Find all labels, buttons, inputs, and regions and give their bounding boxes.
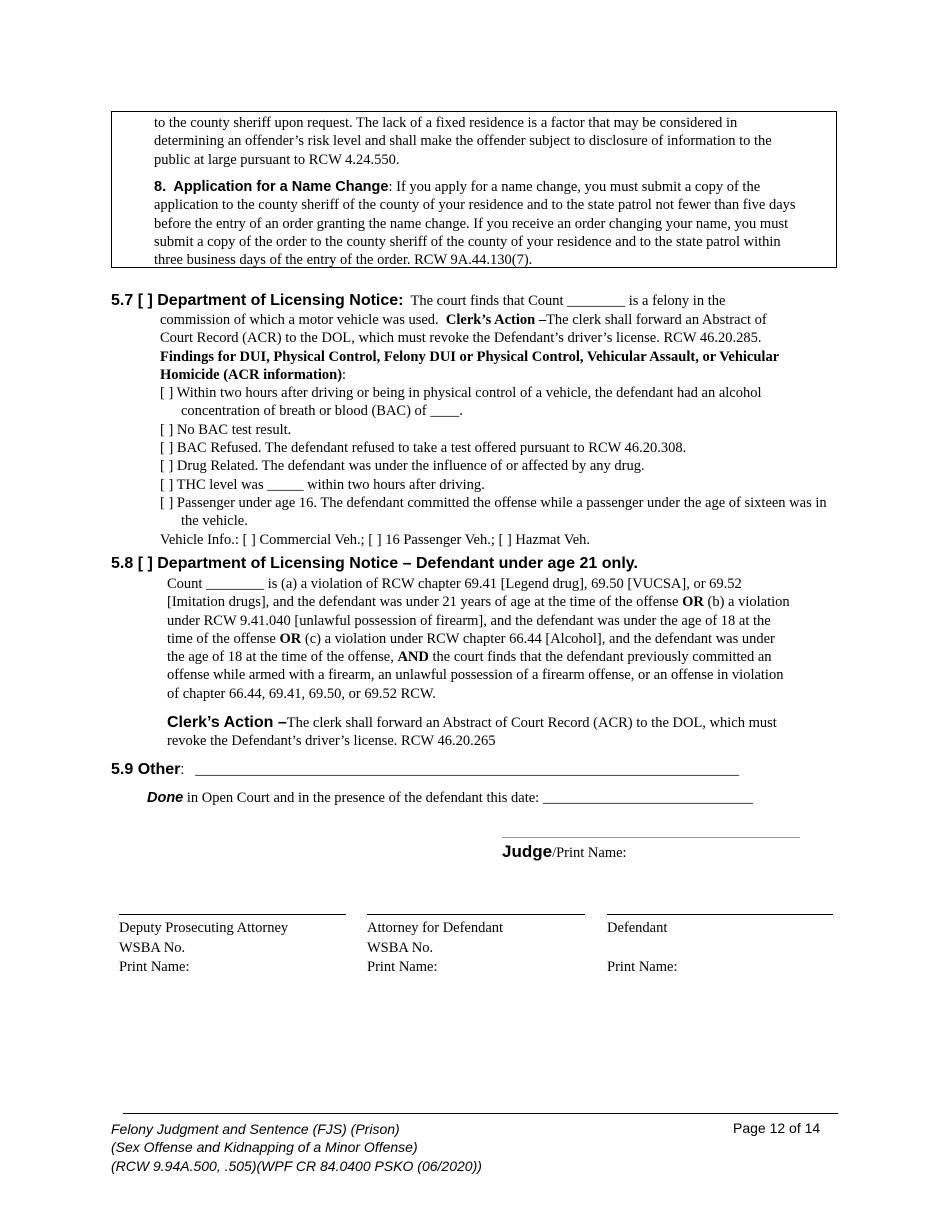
done-line (147, 790, 753, 807)
section-5-7-heading: 5.7 [ ] Department of Licensing Notice: (111, 292, 404, 309)
option-passenger-under-16[interactable]: [ ] Passenger under age 16. The defendant committed the offense while a passenger under the age of sixteen was in the vehicle. (160, 494, 827, 530)
footer-form-title: Felony Judgment and Sentence (FJS) (Prison) (Sex Offense and Kidnapping of a Minor Offense) (RCW 9.94A.500, .505)(WPF CR 84.0400 PSKO (06/2020)) (111, 1121, 482, 1174)
section-5-7: 5.7 [ ] Department of Licensing Notice: The court finds that Count ________ is a felony in the (111, 292, 726, 309)
option-no-bac[interactable]: [ ] No BAC test result. (160, 421, 292, 438)
vehicle-info[interactable]: Vehicle Info.: [ ] Commercial Veh.; [ ] 16 Passenger Veh.; [ ] Hazmat Veh. (160, 531, 591, 548)
clerk-action-heading: Clerk’s Action – (167, 714, 287, 731)
option-bac-refused[interactable]: [ ] BAC Refused. The defendant refused to take a test offered pursuant to RCW 46.20.308. (160, 440, 687, 457)
defendant-block: Defendant Print Name: (607, 920, 678, 975)
page-number: Page 12 of 14 (733, 1120, 821, 1136)
option-drug-related[interactable]: [ ] Drug Related. The defendant was under the influence of or affected by any drug. (160, 458, 645, 475)
findings-heading: Findings for DUI, Physical Control, Felony DUI or Physical Control, Vehicular Assault, or Vehicular (160, 348, 780, 365)
footer-rule (123, 1113, 838, 1114)
other-blank[interactable]: ___________________________________________________________________________ (195, 762, 740, 778)
defense-attorney-block: Attorney for Defendant WSBA No. Print Name: (367, 920, 504, 975)
item-number: 8. (154, 179, 167, 195)
judge-label: Judge (502, 842, 553, 861)
date-blank[interactable]: in Open Court and in the presence of the defendant this date: _____________________________ (186, 790, 754, 806)
done-word: Done (147, 790, 184, 806)
option-bac-level[interactable]: [ ] Within two hours after driving or being in physical control of a vehicle, the defendant had an alcohol concentration of breath or blood (BAC) of ____. (160, 385, 762, 420)
name-change-paragraph: 8. Application for a Name Change: If you apply for a name change, you must submit a copy of the application to the county sheriff of the county of your residence and to the state patrol not fewer than five days before the entry of an order granting the name change. If you receive an order changing your name, you must submit a copy of the order to the county sheriff of the county of your residence and to the state patrol within three business days of the entry of the order. RCW 9A.44.130(7). (154, 179, 796, 269)
section-5-9: 5.9 Other: ___________________________________________________________________________ (111, 761, 740, 778)
judge-signature-line[interactable] (502, 837, 800, 838)
prosecutor-block: Deputy Prosecuting Attorney WSBA No. Print Name: (119, 920, 289, 975)
defense-attorney-signature-line[interactable] (367, 914, 585, 915)
section-5-7-body: commission of which a motor vehicle was used. Clerk’s Action –The clerk shall forward an Abstract of Court Record (ACR) to the DOL, which must revoke the Defendant’s driver’s license. RCW 46.20.285. Findings for DUI, Physical Control, Felony DUI or Physical Control, Vehicular Assault, or Vehicular Homicide (ACR information): [ ] Within two hours after driving or being in physical control of a vehicle, the defendant had an alcohol concentration of breath or blood (BAC) of ____. [ ] No BAC test result. [ ] BAC Refused. The defendant refused to take a test offered pursuant to RCW 46.20.308. [ ] Drug Related. The defendant was under the influence of or affected by any drug. [ ] THC level was _____ within two hours after driving. [ ] Passenger under age 16. The defendant committed the offense while a passenger under the age of sixteen was in the vehicle. Vehicle Info.: [ ] Commercial Veh.; [ ] 16 Passenger Veh.; [ ] Hazmat Veh. (160, 311, 840, 549)
option-thc-level[interactable]: [ ] THC level was _____ within two hours after driving. (160, 476, 485, 493)
section-5-8-body: Count ________ is (a) a violation of RCW chapter 69.41 [Legend drug], 69.50 [VUCSA], or 69.52 [Imitation drugs], and the defendant was under 21 years of age at the time of the offense OR (b) a violation under RCW 9.41.040 [unlawful possession of firearm], and the defendant was under the age of 18 at the time of the offense OR (c) a violation under RCW chapter 66.44 [Alcohol], and the defendant was under the age of 18 at the time of the offense, AND the court finds that the defendant previously committed an offense while armed with a firearm, an unlawful possession of a firearm offense, or an offense in violation of chapter 66.44, 69.41, 69.50, or 69.52 RCW. (167, 576, 790, 702)
clerk-action-5-8: Clerk’s Action –The clerk shall forward an Abstract of Court Record (ACR) to the DOL, which must revoke the Defendant’s driver’s license. RCW 46.20.265 (167, 714, 777, 750)
continued-notice-text: to the county sheriff upon request. The lack of a fixed residence is a factor that may be considered in determining an offender’s risk level and shall make the offender subject to disclosure of information to the public at large pursuant to RCW 4.24.550. (154, 115, 772, 168)
judge-block: Judge/Print Name: (502, 842, 627, 861)
defendant-signature-line[interactable] (607, 914, 833, 915)
section-5-8-heading: 5.8 [ ] Department of Licensing Notice – Defendant under age 21 only. (111, 555, 638, 572)
prosecutor-signature-line[interactable] (119, 914, 346, 915)
name-change-heading: Application for a Name Change (173, 179, 389, 195)
section-5-9-heading: 5.9 Other (111, 761, 181, 778)
